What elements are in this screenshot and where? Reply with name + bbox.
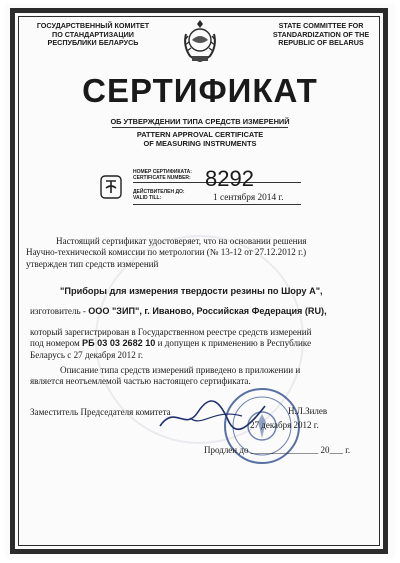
manufacturer-prefix: изготовитель - <box>30 306 86 316</box>
instrument-name: "Приборы для измерения твердости резины по Шору А", <box>60 286 323 296</box>
body-p2-line-3: Беларусь с 27 декабря 2012 г. <box>30 349 143 360</box>
registry-suffix: и допущен к применению в Республике <box>157 338 312 349</box>
body-paragraph-3 <box>30 365 375 388</box>
body-p2-line-1: который зарегистрирован в Государственном реестре средств измерений <box>30 327 312 337</box>
registry-number: РБ 03 03 2682 10 <box>82 338 156 349</box>
header-right-line-3: REPUBLIC OF BELARUS <box>278 38 364 48</box>
standardization-mark-icon <box>100 175 122 199</box>
subtitle-en <box>0 130 400 148</box>
registry-prefix: под номером <box>30 338 80 349</box>
header-right-line-2: STANDARDIZATION OF THE <box>272 29 370 39</box>
header-right-line-1: STATE COMMITTEE FOR <box>278 21 364 30</box>
header-right <box>272 22 370 48</box>
subtitle-en-line-2: OF MEASURING INSTRUMENTS <box>143 139 257 148</box>
signatory-name: Н.Л.Зилев <box>288 406 328 416</box>
signature-date: 27 декабря 2012 г. <box>250 420 319 430</box>
valid-till-label-ru: ДЕЙСТВИТЕЛЕН ДО: <box>133 189 185 195</box>
certificate-number-label-ru: НОМЕР СЕРТИФИКАТА: <box>133 169 192 175</box>
valid-till-label-en: VALID TILL: <box>133 195 162 201</box>
subtitle-divider <box>112 127 288 128</box>
body-p3-line-2: является неотъемлемой частью настоящего сертификата. <box>30 376 251 387</box>
manufacturer-name: ООО "ЗИП", г. Иваново, Российская Федерация (RU), <box>88 306 327 316</box>
certificate-title: СЕРТИФИКАТ <box>82 72 318 109</box>
header-left-line-2: ПО СТАНДАРТИЗАЦИИ <box>52 29 134 39</box>
header-left-line-3: РЕСПУБЛИКИ БЕЛАРУСЬ <box>47 38 139 48</box>
body-p1-line-1: Настоящий сертификат удостоверяет, что на основании решения <box>56 236 307 246</box>
manufacturer-line <box>30 306 327 316</box>
extension-line <box>204 445 350 455</box>
extension-label: Продлен до <box>204 445 249 455</box>
body-p1-line-3: утвержден тип средств измерений <box>26 258 159 269</box>
extension-blank: _______________ 20___ г. <box>250 445 351 455</box>
body-paragraph-1 <box>26 236 376 270</box>
certificate-number-label-en: CERTIFICATE NUMBER: <box>133 175 191 181</box>
valid-till-label <box>133 189 185 201</box>
subtitle-en-line-1: PATTERN APPROVAL CERTIFICATE <box>136 130 264 139</box>
body-p2-line-2 <box>30 338 375 349</box>
header-left-line-1: ГОСУДАРСТВЕННЫЙ КОМИТЕТ <box>36 21 150 30</box>
belarus-emblem-icon <box>180 18 220 64</box>
body-paragraph-2 <box>30 327 375 361</box>
valid-till-underline <box>133 204 301 205</box>
signatory-position: Заместитель Председателя комитета <box>30 407 171 417</box>
body-p3-line-1: Описание типа средств измерений приведено в приложении и <box>60 365 301 375</box>
subtitle-ru: ОБ УТВЕРЖДЕНИИ ТИПА СРЕДСТВ ИЗМЕРЕНИЙ <box>110 117 290 126</box>
valid-till-date: 1 сентября 2014 г. <box>213 193 284 203</box>
certificate-number-label <box>133 169 192 181</box>
body-p1-line-2: Научно-технической комиссии по метрологии (№ 13-12 от 27.12.2012 г.) <box>26 247 307 258</box>
header-left <box>30 22 156 48</box>
certificate-number: 8292 <box>205 166 254 191</box>
